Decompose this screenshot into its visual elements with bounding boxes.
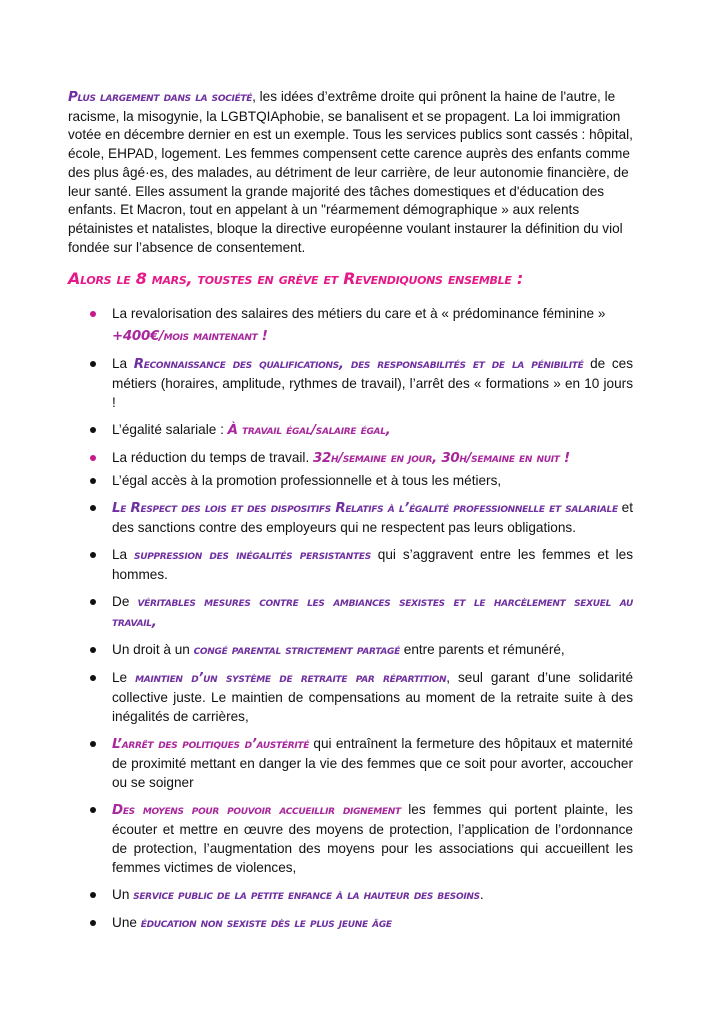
item-text: Un bbox=[112, 887, 134, 903]
bullet-icon bbox=[90, 427, 96, 433]
item-emphasis: L’arrêt des politiques d’austérité bbox=[112, 737, 310, 753]
bullet-icon bbox=[90, 361, 96, 367]
item-text: Le bbox=[112, 670, 136, 686]
bullet-icon bbox=[90, 920, 96, 926]
item-emphasis: service public de la petite enfance à la hauteur des besoins bbox=[133, 888, 480, 904]
item-emphasis: À travail égal/salaire égal, bbox=[227, 423, 391, 439]
bullet-icon bbox=[90, 892, 96, 898]
item-emphasis: Des moyens pour pouvoir accueillir dignement bbox=[112, 803, 401, 819]
list-item bbox=[92, 498, 633, 537]
item-emphasis: véritables mesures contre les ambiances sexistes et le harcèlement sexuel au travail, bbox=[112, 595, 634, 631]
bullet-icon bbox=[90, 552, 96, 558]
intro-text: , les idées d’extrême droite qui prônent la haine de l'autre, le racisme, la misogynie, la LGBTQIAphobie, se banalisent et se propagent. La loi immigration votée en décembre dernier en est un exemple. Tous les services publics sont cassés : hôpital, école, EHPAD, logement. Les femmes compensent cette carence auprès des enfants comme des plus âgé·es, des malades, au détriment de leur carrière, de leur autonomie financière, de leur santé. Elles assument la grande majorité des tâches domestiques et d'éducation des enfants. Et Macron, tout en appelant à un "réarmement démographique » aux relents pétainistes et natalistes, bloque la directive européenne voulant instaurer la définition du viol fondée sur l’absence de consentement. bbox=[68, 89, 633, 255]
bullet-icon bbox=[90, 807, 96, 813]
item-emphasis: congé parental strictement partagé bbox=[193, 643, 400, 659]
bullet-icon bbox=[90, 478, 96, 484]
item-text: et des sanctions contre des employeurs qui ne respectent pas leurs obligations. bbox=[112, 500, 633, 536]
item-text: qui entraînent la fermeture des hôpitaux et maternité de proximité mettant en danger la vie des femmes que ce soit pour avorter, accoucher ou se soigner bbox=[112, 736, 634, 791]
document-page bbox=[68, 88, 633, 941]
bullet-icon bbox=[90, 455, 96, 461]
item-text: L’égal accès à la promotion professionnelle et à tous les métiers, bbox=[112, 473, 502, 489]
item-emphasis: Le Respect des lois et des dispositifs Relatifs à l’égalité professionnelle et salariale bbox=[112, 501, 618, 517]
item-text: La bbox=[112, 356, 134, 372]
list-item bbox=[92, 668, 633, 726]
item-emphasis: +400€/mois maintenant ! bbox=[112, 329, 268, 345]
list-item bbox=[92, 471, 633, 490]
list-item bbox=[92, 913, 633, 933]
list-item bbox=[92, 448, 633, 468]
bullet-icon bbox=[90, 647, 96, 653]
list-item bbox=[92, 734, 633, 792]
item-text: La revalorisation des salaires des métiers du care et à « prédominance féminine » bbox=[112, 306, 606, 322]
bullet-icon bbox=[90, 741, 96, 747]
list-item bbox=[92, 420, 633, 440]
bullet-icon bbox=[90, 505, 96, 511]
intro-paragraph bbox=[68, 88, 633, 257]
list-item bbox=[92, 304, 633, 346]
list-item bbox=[92, 640, 633, 660]
item-emphasis: 32h/semaine en jour, 30h/semaine en nuit ! bbox=[313, 451, 570, 467]
item-text: L’égalité salariale : bbox=[112, 422, 228, 438]
item-text: qui s’aggravent entre les femmes et les hommes. bbox=[112, 547, 633, 583]
demands-list bbox=[68, 304, 633, 933]
list-item bbox=[92, 545, 633, 584]
item-text: les femmes qui portent plainte, les écouter et mettre en œuvre des moyens de protection, l’application de l’ordonnance de protection, l’augmentation des moyens pour les associations qui accueillent les femmes victimes de violences, bbox=[112, 802, 633, 876]
item-emphasis: Reconnaissance des qualifications, des responsabilités et de la pénibilité bbox=[133, 357, 584, 373]
bullet-icon bbox=[90, 311, 96, 317]
item-text: , seul garant d’une solidarité collective juste. Le maintien de compensations au moment de la retraite suite à des inégalités de carrières, bbox=[112, 670, 634, 725]
item-text: De bbox=[112, 594, 138, 610]
item-text: . bbox=[479, 887, 484, 903]
item-emphasis: suppression des inégalités persistantes bbox=[134, 548, 371, 564]
item-text: de ces métiers (horaires, amplitude, rythmes de travail), l’arrêt des « formations » en 10 jours ! bbox=[112, 356, 633, 411]
intro-lead: Plus largement dans la société bbox=[68, 90, 253, 105]
list-item bbox=[92, 885, 633, 905]
item-emphasis: éducation non sexiste dès le plus jeune âge bbox=[140, 916, 392, 932]
item-text: entre parents et rémunéré, bbox=[399, 642, 565, 658]
item-text: Une bbox=[112, 915, 141, 931]
item-text: Un droit à un bbox=[112, 642, 194, 658]
item-emphasis: maintien d’un système de retraite par répartition bbox=[135, 671, 447, 687]
bullet-icon bbox=[90, 599, 96, 605]
section-heading: Alors le 8 mars, toustes en grève et Revendiquons ensemble : bbox=[68, 269, 523, 289]
bullet-icon bbox=[90, 675, 96, 681]
item-text: La bbox=[112, 547, 135, 563]
list-item bbox=[92, 592, 633, 632]
item-text: La réduction du temps de travail. bbox=[112, 450, 313, 466]
list-item bbox=[92, 354, 633, 412]
list-item bbox=[92, 800, 633, 877]
